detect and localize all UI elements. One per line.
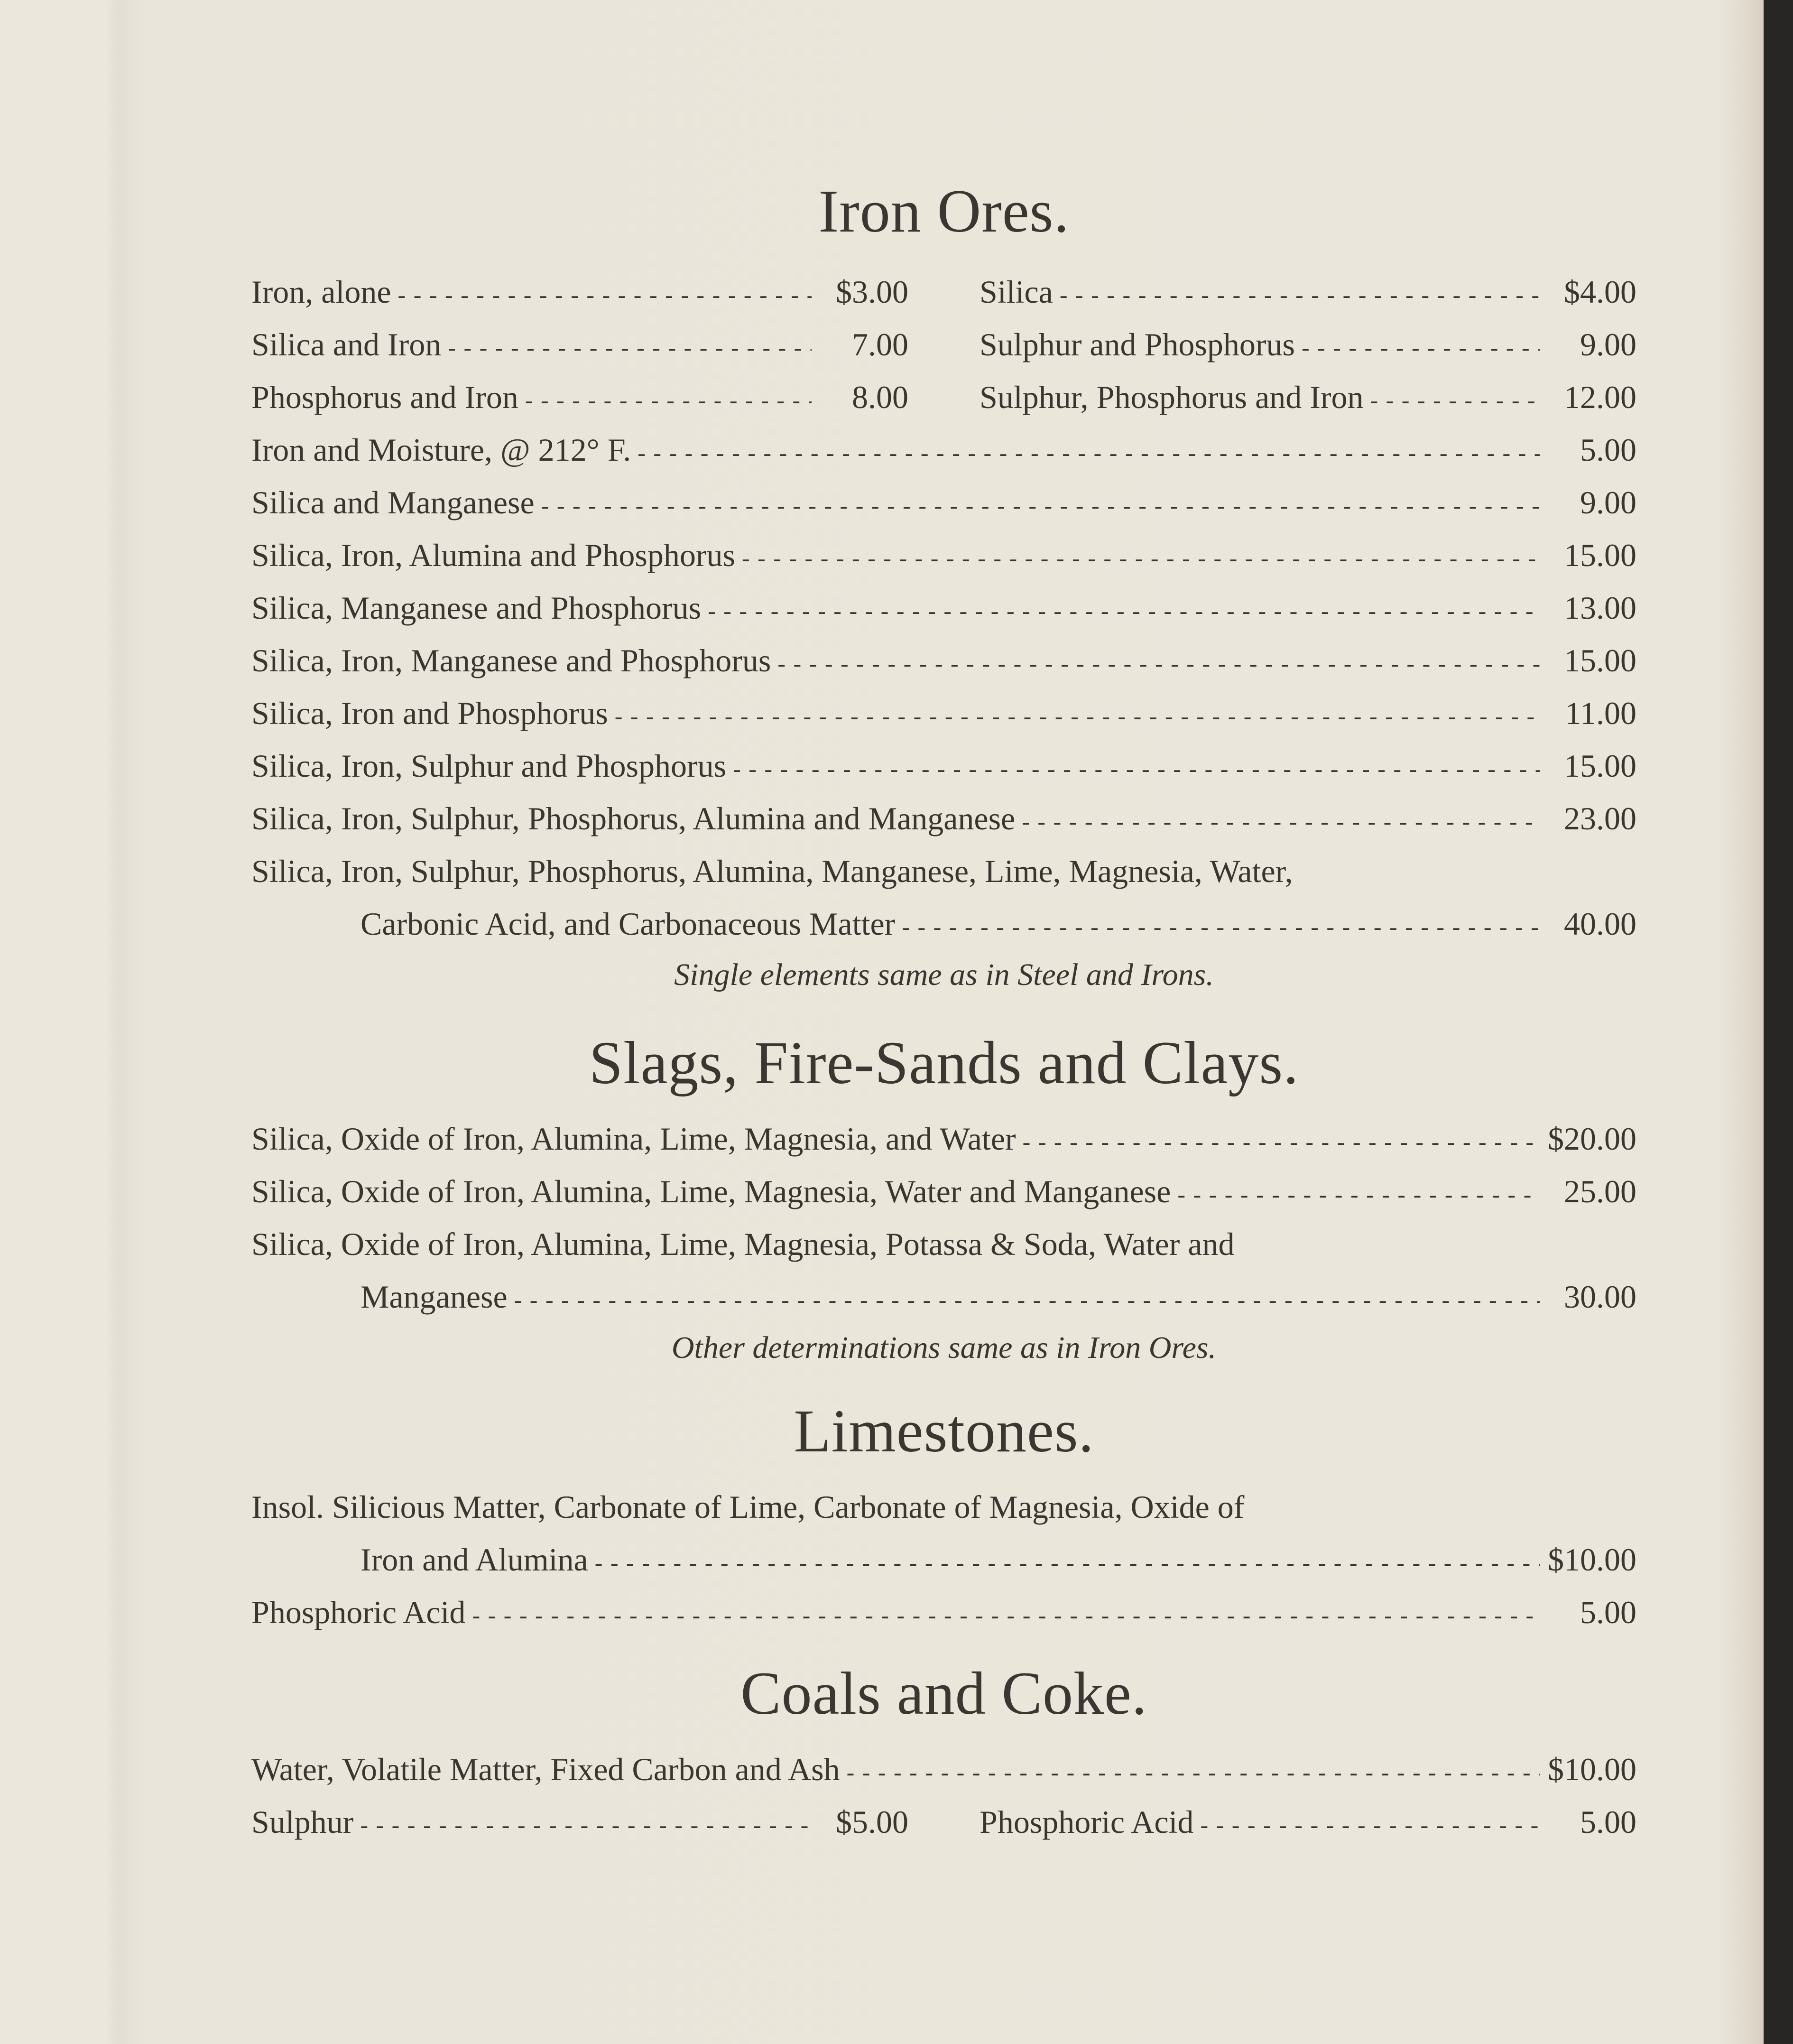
- item-price: 15.00: [1564, 642, 1636, 678]
- leader-dots: [615, 687, 1540, 743]
- leader-dots: [398, 266, 812, 321]
- item-price: 13.00: [1564, 590, 1636, 626]
- price-row: [251, 792, 1636, 845]
- price-row: [251, 582, 1636, 634]
- item-label: Sulphur and Phosphorus: [980, 326, 1295, 362]
- item-label: Silica and Manganese: [251, 484, 535, 520]
- leader-dots: [472, 1586, 1540, 1642]
- price-row: [251, 687, 1636, 740]
- price-list: [251, 176, 1636, 1849]
- leader-dots: [1022, 792, 1540, 848]
- price-row-pair: [251, 318, 1636, 371]
- price-row: [251, 634, 1636, 687]
- item-label: Phosphoric Acid: [980, 1804, 1194, 1840]
- leader-dots: [708, 582, 1540, 637]
- leader-dots: [595, 1533, 1540, 1589]
- item-label: Silica, Iron, Sulphur and Phosphorus: [251, 748, 727, 784]
- item-label: Silica, Iron, Alumina and Phosphorus: [251, 537, 735, 573]
- leader-dots: [1370, 371, 1540, 427]
- item-label: Phosphoric Acid: [251, 1594, 466, 1630]
- leader-dots: [525, 371, 812, 427]
- item-label: Iron, alone: [251, 274, 391, 310]
- item-label: Sulphur: [251, 1804, 354, 1840]
- item-price: 40.00: [1564, 906, 1636, 942]
- item-label: Sulphur, Phosphorus and Iron: [980, 379, 1364, 415]
- item-price: 5.00: [1580, 432, 1636, 468]
- iron-ores-section: [251, 176, 1636, 999]
- leader-dots: [638, 424, 1540, 479]
- item-price: 23.00: [1564, 800, 1636, 836]
- item-label-line2: Carbonic Acid, and Carbonaceous Matter: [360, 906, 896, 942]
- book-edge: [1764, 0, 1793, 2044]
- price-row-continued: [251, 898, 1636, 950]
- section-title: Limestones.: [794, 1397, 1094, 1465]
- item-price: $20.00: [1548, 1121, 1636, 1157]
- price-row: [251, 529, 1636, 582]
- price-row: [251, 1113, 1636, 1165]
- item-label: Silica: [980, 274, 1053, 310]
- item-price: 30.00: [1564, 1279, 1636, 1315]
- section-title: Iron Ores.: [818, 177, 1070, 245]
- item-label: Silica, Oxide of Iron, Alumina, Lime, Magnesia, and Water: [251, 1121, 1016, 1157]
- leader-dots: [733, 740, 1540, 795]
- item-label-line2: Iron and Alumina: [360, 1542, 588, 1578]
- leader-dots: [1200, 1796, 1540, 1851]
- item-price: 8.00: [852, 379, 908, 415]
- price-row: [251, 1165, 1636, 1218]
- price-row: [251, 1586, 1636, 1639]
- slags-section: [251, 1027, 1636, 1372]
- leader-dots: [1302, 318, 1540, 374]
- item-price: $10.00: [1548, 1542, 1636, 1578]
- leader-dots: [360, 1796, 812, 1851]
- price-row-pair: [251, 266, 1636, 318]
- coals-section: [251, 1658, 1636, 1849]
- item-price: $4.00: [1564, 274, 1636, 310]
- price-row-pair: [251, 371, 1636, 424]
- leader-dots: [742, 529, 1540, 585]
- item-price: 15.00: [1564, 748, 1636, 784]
- item-label: Silica, Manganese and Phosphorus: [251, 590, 702, 626]
- item-label-line1: Silica, Iron, Sulphur, Phosphorus, Alumina, Manganese, Lime, Magnesia, Water,: [251, 853, 1293, 889]
- item-label: Water, Volatile Matter, Fixed Carbon and Ash: [251, 1751, 840, 1787]
- price-row: [251, 1743, 1636, 1796]
- leader-dots: [541, 476, 1540, 532]
- leader-dots: [1060, 266, 1540, 321]
- leader-dots: [1177, 1165, 1540, 1221]
- item-price: 12.00: [1564, 379, 1636, 415]
- price-row-pair: [251, 1796, 1636, 1849]
- item-price: $5.00: [836, 1804, 908, 1840]
- item-price: $10.00: [1548, 1751, 1636, 1787]
- item-label: Silica, Iron, Manganese and Phosphorus: [251, 642, 771, 678]
- item-label: Silica, Oxide of Iron, Alumina, Lime, Magnesia, Water and Manganese: [251, 1173, 1171, 1209]
- item-label: Silica, Iron, Sulphur, Phosphorus, Alumina and Manganese: [251, 800, 1016, 836]
- section-note: Other determinations same as in Iron Ores.: [671, 1330, 1217, 1365]
- item-label-line2: Manganese: [360, 1279, 508, 1315]
- item-label-line1: Silica, Oxide of Iron, Alumina, Lime, Magnesia, Potassa & Soda, Water and: [251, 1226, 1235, 1262]
- item-price: 15.00: [1564, 537, 1636, 573]
- price-row-continued: [251, 1533, 1636, 1586]
- leader-dots: [1023, 1113, 1540, 1168]
- item-label: Phosphorus and Iron: [251, 379, 518, 415]
- item-label-line1: Insol. Silicious Matter, Carbonate of Lime, Carbonate of Magnesia, Oxide of: [251, 1489, 1245, 1525]
- item-label: Iron and Moisture, @ 212° F.: [251, 432, 631, 468]
- price-row: [251, 476, 1636, 529]
- price-row: [251, 740, 1636, 792]
- item-price: 5.00: [1580, 1594, 1636, 1630]
- item-price: 7.00: [852, 326, 908, 362]
- item-price: 25.00: [1564, 1173, 1636, 1209]
- limestones-section: [251, 1395, 1636, 1639]
- section-title: Slags, Fire-Sands and Clays.: [589, 1029, 1299, 1096]
- price-row: [251, 424, 1636, 476]
- section-note: Single elements same as in Steel and Irons.: [674, 957, 1214, 992]
- price-row-continued: [251, 1271, 1636, 1323]
- leader-dots: [514, 1271, 1540, 1326]
- section-title: Coals and Coke.: [740, 1660, 1147, 1727]
- item-price: 11.00: [1565, 695, 1636, 731]
- item-price: $3.00: [836, 274, 908, 310]
- leader-dots: [777, 634, 1540, 690]
- item-label: Silica and Iron: [251, 326, 442, 362]
- item-price: 9.00: [1580, 326, 1636, 362]
- leader-dots: [448, 318, 812, 374]
- leader-dots: [847, 1743, 1540, 1799]
- item-label: Silica, Iron and Phosphorus: [251, 695, 608, 731]
- item-price: 9.00: [1580, 484, 1636, 520]
- item-price: 5.00: [1580, 1804, 1636, 1840]
- leader-dots: [902, 898, 1540, 953]
